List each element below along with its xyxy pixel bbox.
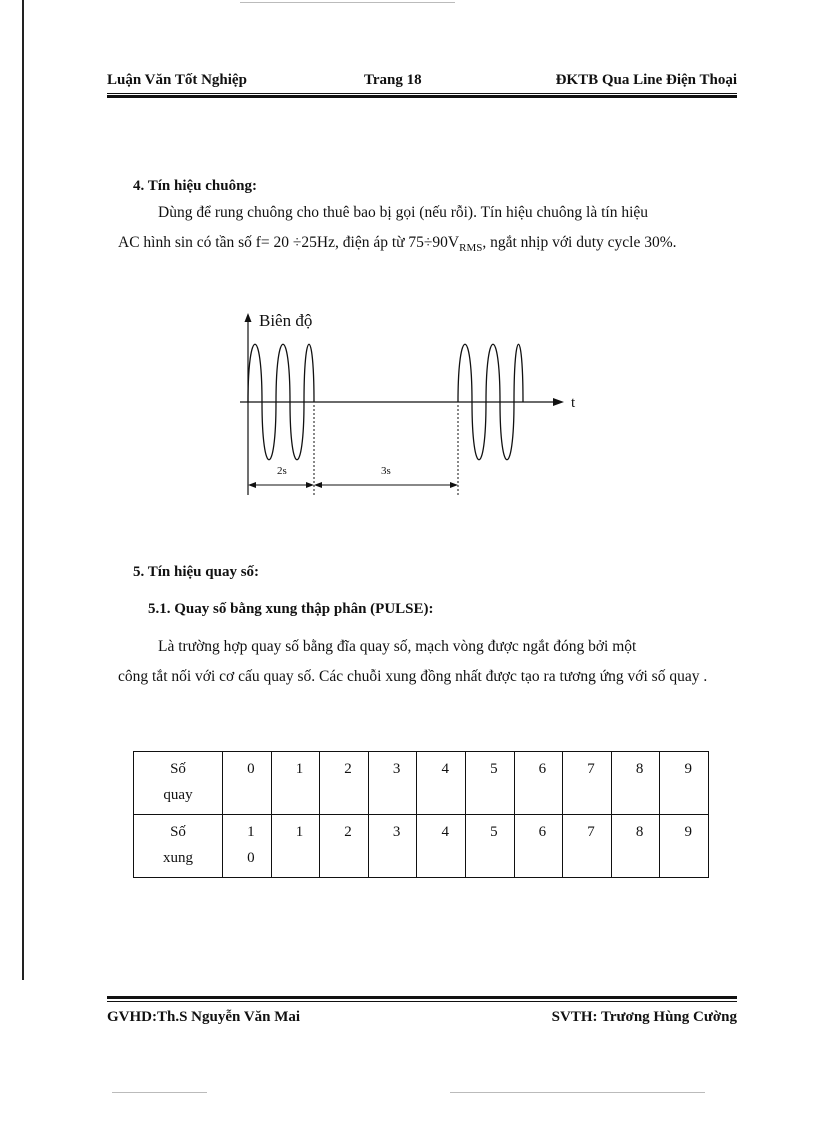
section-5-1-title: 5.1. Quay số bằng xung thập phân (PULSE): (148, 601, 434, 617)
table-cell: 8 (611, 752, 660, 815)
table-row (134, 815, 709, 878)
pulse-table (133, 751, 709, 878)
header-right: ĐKTB Qua Line Điện Thoại (555, 72, 737, 88)
table-cell: 2 (320, 815, 369, 878)
row-label-so-xung: Số xung (134, 815, 223, 878)
dim-label-2s: 2s (277, 465, 287, 477)
ringing-signal-figure (228, 305, 588, 500)
section-5-rest: công tắt nối với cơ cấu quay số. Các chuỗi xung đồng nhất được tạo ra tương ứng với số quay . (118, 668, 708, 685)
table-cell: 5 (465, 815, 514, 878)
header-left: Luận Văn Tốt Nghiệp (107, 72, 247, 88)
section-4-paragraph (118, 198, 737, 263)
footer-rule-thick (107, 996, 737, 999)
footer-right: SVTH: Trương Hùng Cường (551, 1009, 737, 1025)
scan-artifact (112, 1092, 207, 1093)
header-page-number: Trang 18 (364, 72, 422, 88)
table-cell: 2 (320, 752, 369, 815)
section-5-line-1: Là trường hợp quay số bằng đĩa quay số, mạch vòng được ngắt đóng bởi một (158, 638, 637, 655)
dim-label-3s: 3s (381, 465, 391, 477)
table-cell: 7 (563, 815, 612, 878)
table-cell: 4 (417, 752, 466, 815)
table-cell: 1 0 (223, 815, 272, 878)
row-label-so-quay: Số quay (134, 752, 223, 815)
table-cell: 5 (465, 752, 514, 815)
x-axis-arrow (553, 398, 564, 406)
table-cell: 9 (660, 815, 709, 878)
table-cell: 6 (514, 752, 563, 815)
table-cell: 3 (368, 815, 417, 878)
rms-subscript: RMS (459, 242, 483, 255)
table-cell: 4 (417, 815, 466, 878)
table-cell: 8 (611, 815, 660, 878)
footer-rule-thin (107, 1001, 737, 1002)
section-5-paragraph (118, 632, 737, 692)
table-cell: 1 (271, 752, 320, 815)
table-cell: 1 (271, 815, 320, 878)
table-cell: 6 (514, 815, 563, 878)
header-rule-thick (107, 95, 737, 98)
section-5-title: 5. Tín hiệu quay số: (133, 564, 260, 580)
table-row (134, 752, 709, 815)
y-axis-arrow (245, 313, 252, 322)
section-4-line-1: Dùng để rung chuông cho thuê bao bị gọi (nếu rỗi). Tín hiệu chuông là tín hiệu (158, 204, 649, 221)
header-rule-thin (107, 93, 737, 94)
scan-artifact (240, 2, 455, 3)
y-axis-label: Biên độ (259, 311, 313, 330)
scan-artifact (450, 1092, 705, 1093)
x-axis-label: t (571, 395, 576, 411)
scan-edge (22, 0, 24, 980)
table-cell: 7 (563, 752, 612, 815)
section-4-title: 4. Tín hiệu chuông: (133, 178, 257, 194)
section-4-text-a: AC hình sin có tần số f= 20 ÷25Hz, điện áp từ 75÷90V (118, 234, 460, 251)
section-4-rest (118, 228, 737, 263)
table-cell: 3 (368, 752, 417, 815)
section-4-text-b: , ngắt nhịp với duty cycle 30%. (482, 234, 677, 251)
table-cell: 0 (223, 752, 272, 815)
table-cell: 9 (660, 752, 709, 815)
footer-left: GVHD:Th.S Nguyễn Văn Mai (107, 1009, 301, 1025)
